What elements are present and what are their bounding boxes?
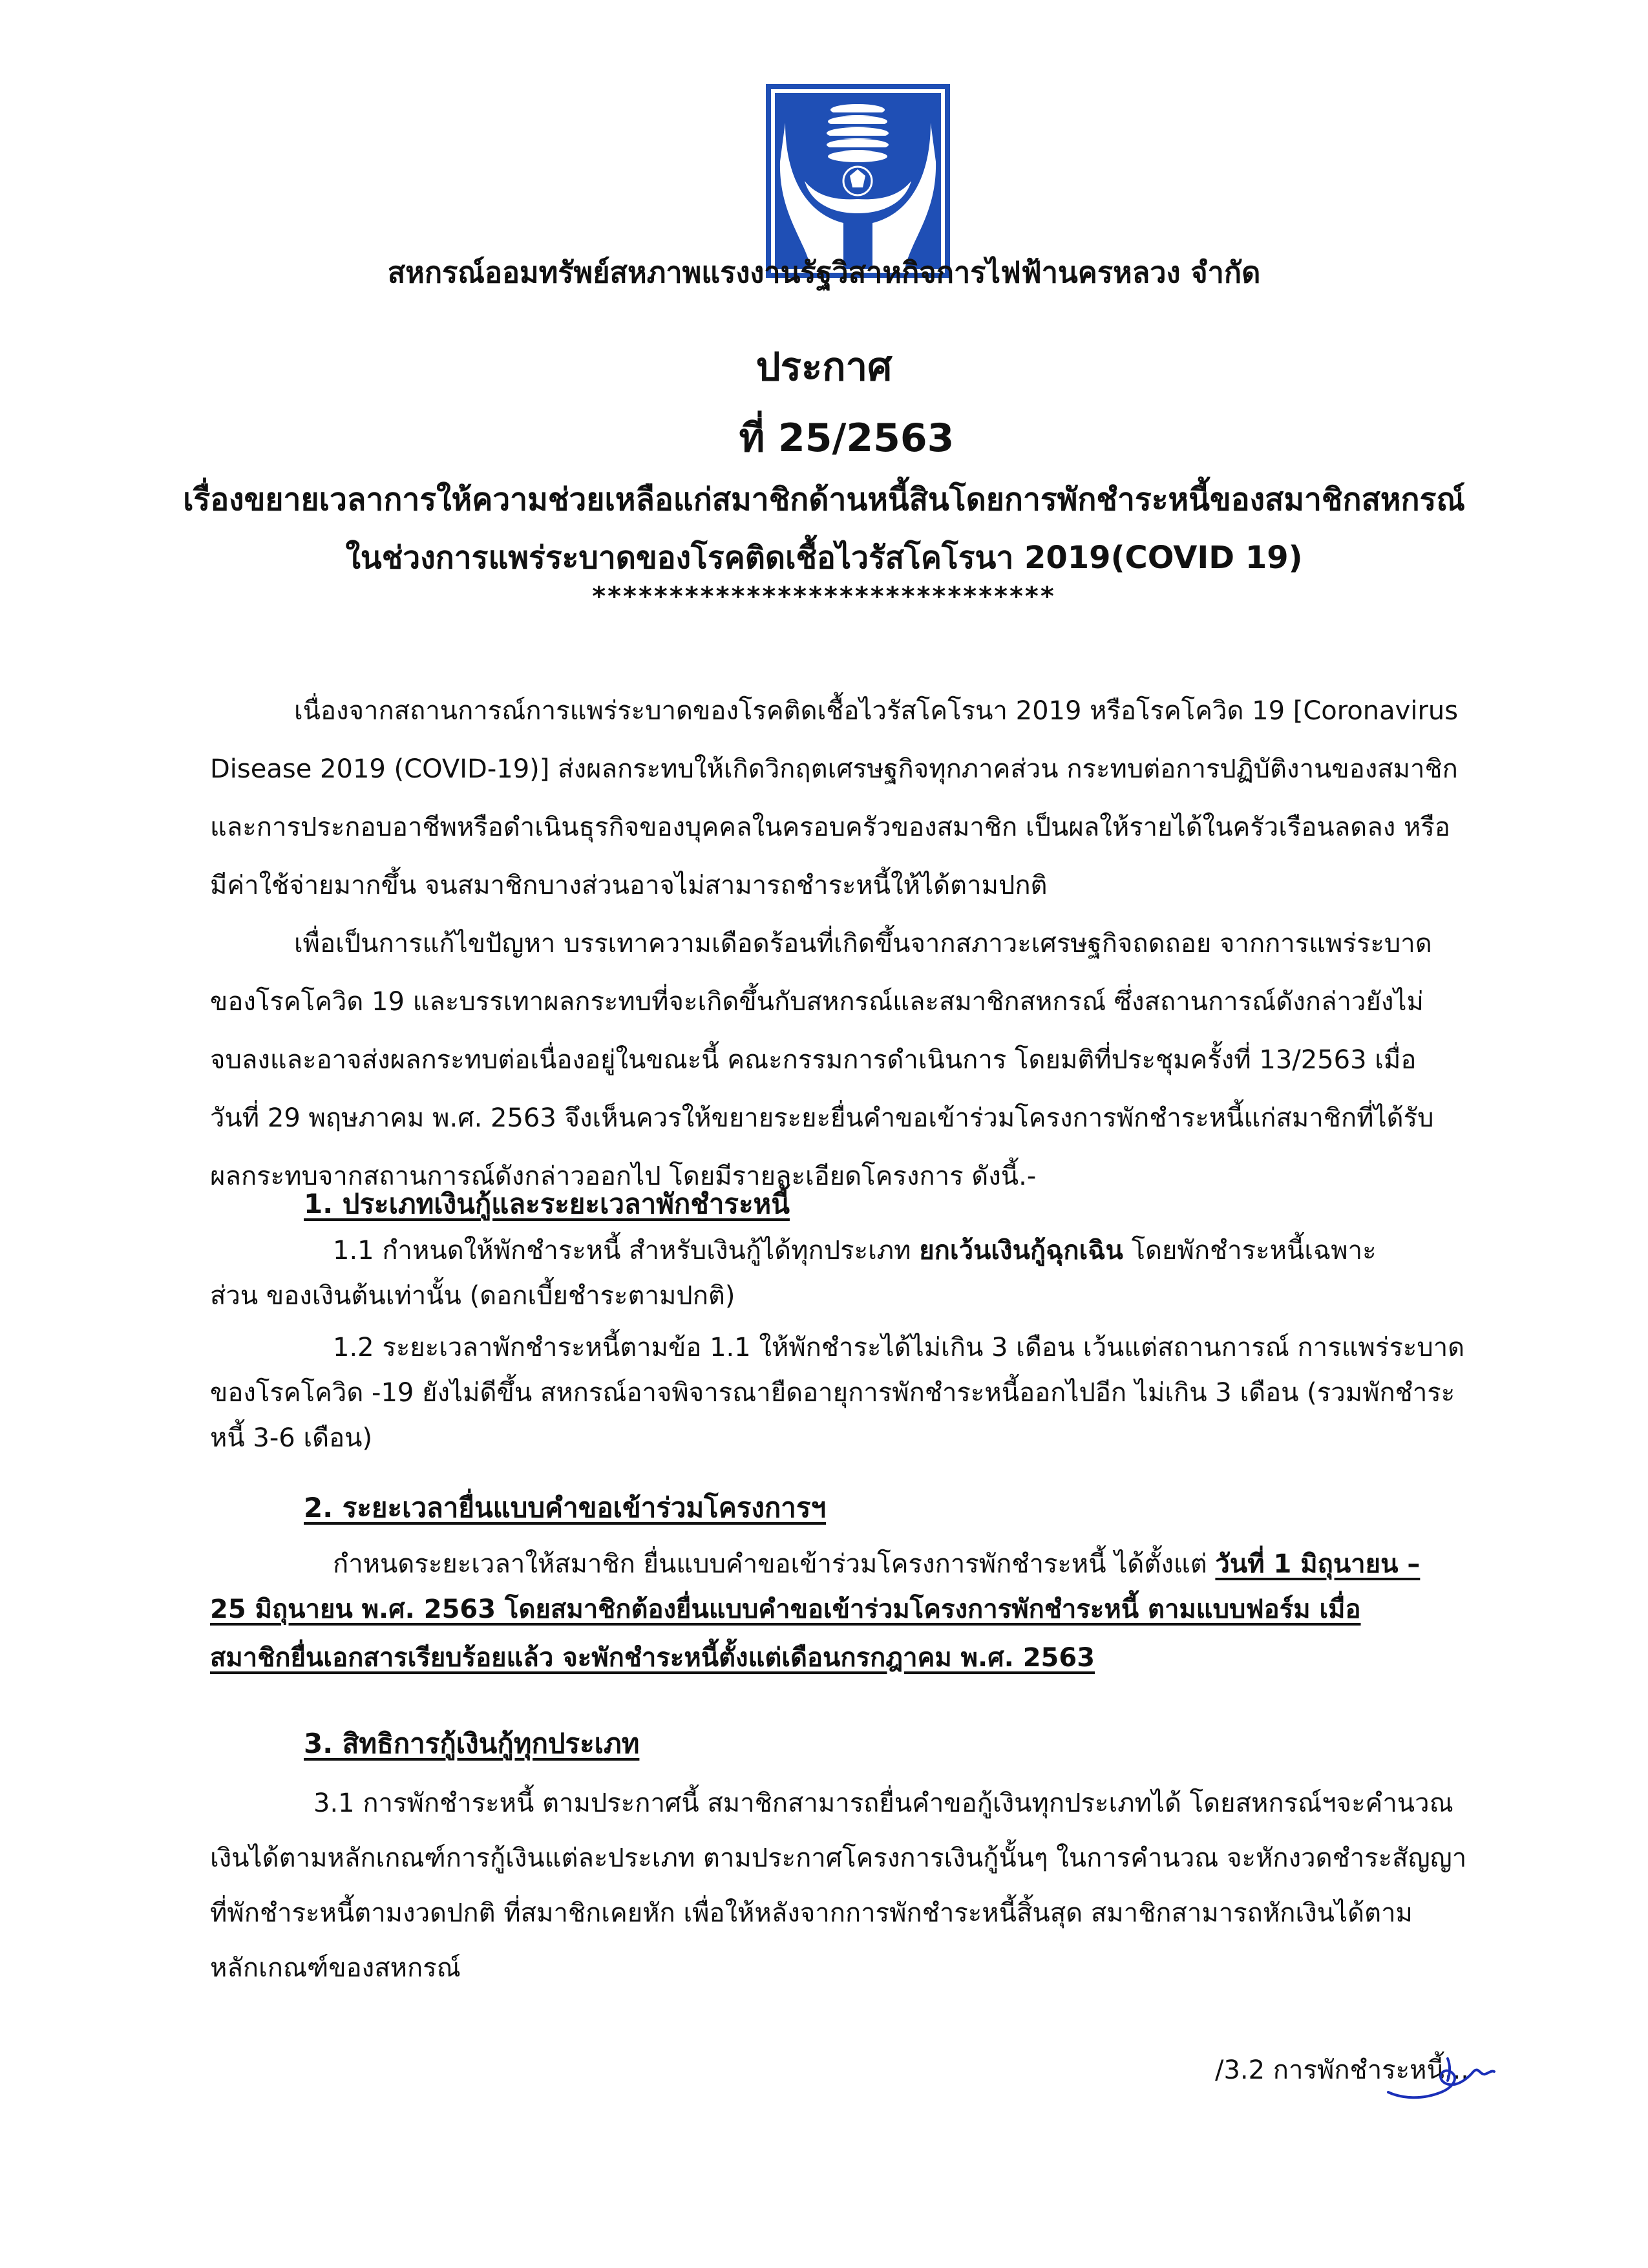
section-3-item-1-line-4: หลักเกณฑ์ของสหกรณ์ (210, 1953, 461, 1983)
section-1-item-1-line-2: ส่วน ของเงินต้นเท่านั้น (ดอกเบี้ยชำระตามปกติ) (210, 1281, 735, 1311)
announcement-number: ที่ 25/2563 (739, 416, 955, 461)
intro-paragraph-2-line-5: ผลกระทบจากสถานการณ์ดังกล่าวออกไป โดยมีรายละเอียดโครงการ ดังนี้.- (210, 1161, 1037, 1191)
section-2-line-1: กำหนดระยะเวลาให้สมาชิก ยื่นแบบคำขอเข้าร่วมโครงการพักชำระหนี้ ได้ตั้งแต่ วันที่ 1 มิถุนายน – (333, 1549, 1421, 1579)
section-1-item-1-line-1: 1.1 กำหนดให้พักชำระหนี้ สำหรับเงินกู้ได้ทุกประเภท ยกเว้นเงินกู้ฉุกเฉิน โดยพักชำระหนี้เฉพาะ (333, 1236, 1377, 1266)
intro-paragraph-2-line-4: วันที่ 29 พฤษภาคม พ.ศ. 2563 จึงเห็นควรให้ขยายระยะยื่นคำขอเข้าร่วมโครงการพักชำระหนี้แก่สมาชิกที่ได้รับ (210, 1103, 1434, 1133)
intro-paragraph-1-line-4: มีค่าใช้จ่ายมากขึ้น จนสมาชิกบางส่วนอาจไม่สามารถชำระหนี้ให้ได้ตามปกติ (210, 871, 1048, 900)
intro-paragraph-1-line-3: และการประกอบอาชีพหรือดำเนินธุรกิจของบุคคลในครอบครัวของสมาชิก เป็นผลให้รายได้ในครัวเรือนลดลง หรือ (210, 812, 1450, 842)
intro-paragraph-1-line-1: เนื่องจากสถานการณ์การแพร่ระบาดของโรคติดเชื้อไวรัสโคโรนา 2019 หรือโรคโควิด 19 [Coronavirus (294, 696, 1459, 726)
announcement-title: ประกาศ (755, 344, 893, 390)
organization-name: สหกรณ์ออมทรัพย์สหภาพแรงงานรัฐวิสาหกิจการไฟฟ้านครหลวง จำกัด (387, 255, 1261, 290)
section-2-line-3: สมาชิกยื่นเอกสารเรียบร้อยแล้ว จะพักชำระหนี้ตั้งแต่เดือนกรกฎาคม พ.ศ. 2563 (210, 1643, 1095, 1673)
section-1-item-2-line-3: หนี้ 3-6 เดือน) (210, 1423, 373, 1453)
separator-stars: ****************************** (592, 582, 1056, 611)
subject-line-2: ในช่วงการแพร่ระบาดของโรคติดเชื้อไวรัสโคโรนา 2019(COVID 19) (345, 540, 1303, 576)
section-1-item-2-line-1: 1.2 ระยะเวลาพักชำระหนี้ตามข้อ 1.1 ให้พักชำระได้ไม่เกิน 3 เดือน เว้นแต่สถานการณ์ การแพร่ระบาด (333, 1333, 1465, 1362)
section-3-item-1-line-2: เงินได้ตามหลักเกณฑ์การกู้เงินแต่ละประเภท ตามประกาศโครงการเงินกู้นั้นๆ ในการคำนวณ จะหักงวดชำระสัญญา (210, 1843, 1467, 1873)
intro-paragraph-2-line-2: ของโรคโควิด 19 และบรรเทาผลกระทบที่จะเกิดขึ้นกับสหกรณ์และสมาชิกสหกรณ์ ซึ่งสถานการณ์ดังกล่าวยังไม่ (210, 987, 1424, 1017)
section-3-item-1-line-1: 3.1 การพักชำระหนี้ ตามประกาศนี้ สมาชิกสามารถยื่นคำขอกู้เงินทุกประเภทได้ โดยสหกรณ์ฯจะคำนวณ (313, 1788, 1453, 1818)
intro-paragraph-1-line-2: Disease 2019 (COVID-19)] ส่งผลกระทบให้เกิดวิกฤตเศรษฐกิจทุกภาคส่วน กระทบต่อการปฏิบัติงานของสมาชิก (210, 754, 1458, 784)
intro-paragraph-2-line-1: เพื่อเป็นการแก้ไขปัญหา บรรเทาความเดือดร้อนที่เกิดขึ้นจากสภาวะเศรษฐกิจถดถอย จากการแพร่ระบาด (294, 929, 1432, 959)
section-2-line-2: 25 มิถุนายน พ.ศ. 2563 โดยสมาชิกต้องยื่นแบบคำขอเข้าร่วมโครงการพักชำระหนี้ ตามแบบฟอร์ม เมื่อ (210, 1595, 1361, 1624)
signature-icon (1383, 2052, 1496, 2104)
section-2-heading: 2. ระยะเวลายื่นแบบคำขอเข้าร่วมโครงการฯ (304, 1492, 827, 1523)
intro-paragraph-2-line-3: จบลงและอาจส่งผลกระทบต่อเนื่องอยู่ในขณะนี้ คณะกรรมการดำเนินการ โดยมติที่ประชุมครั้งที่ 13/2563 เมื่อ (210, 1045, 1417, 1075)
section-1-item-2-line-2: ของโรคโควิด -19 ยังไม่ดีขึ้น สหกรณ์อาจพิจารณายืดอายุการพักชำระหนี้ออกไปอีก ไม่เกิน 3 เดือน (รวมพักชำระ (210, 1378, 1455, 1408)
continued-page-note: /3.2 การพักชำระหนี้... (1215, 2055, 1469, 2085)
subject-line-1: เรื่องขยายเวลาการให้ความช่วยเหลือแก่สมาชิกด้านหนี้สินโดยการพักชำระหนี้ของสมาชิกสหกรณ์ (183, 482, 1465, 518)
section-1-heading: 1. ประเภทเงินกู้และระยะเวลาพักชำระหนี้ (304, 1188, 790, 1220)
section-3-heading: 3. สิทธิการกู้เงินกู้ทุกประเภท (304, 1728, 640, 1759)
section-3-item-1-line-3: ที่พักชำระหนี้ตามงวดปกติ ที่สมาชิกเคยหัก เพื่อให้หลังจากการพักชำระหนี้สิ้นสุด สมาชิกสามารถหักเงินได้ตาม (210, 1898, 1413, 1928)
